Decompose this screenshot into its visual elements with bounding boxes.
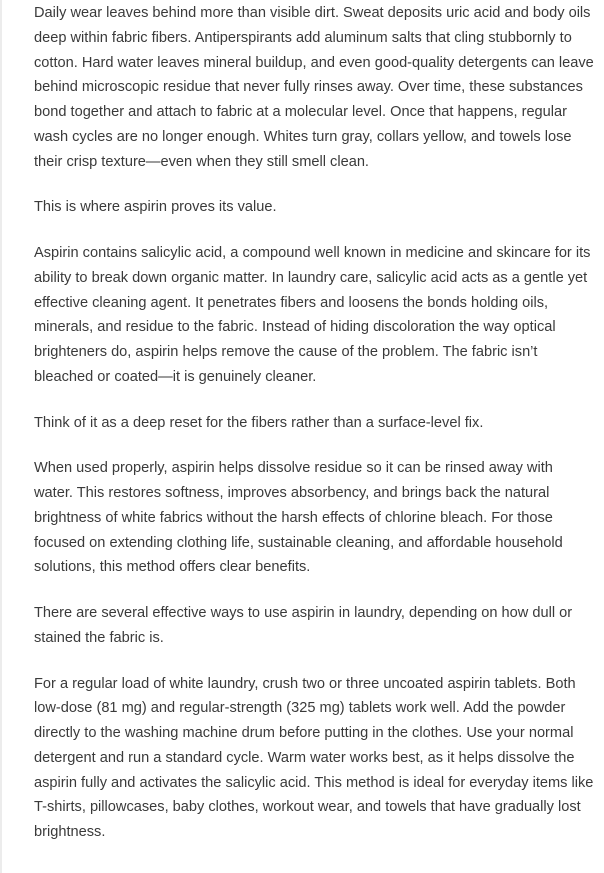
paragraph-deep-reset: Think of it as a deep reset for the fibers rather than a surface-level fix.: [34, 414, 484, 431]
paragraph-ways-to-use: There are several effective ways to use aspirin in laundry, depending on how dull or stained the fabric is.: [34, 605, 573, 646]
paragraph-benefits: When used properly, aspirin helps dissolve residue so it can be rinsed away with water. This restores softness, improves absorbency, and brings back the natural brightness of white fabrics without the harsh effects of chlorine bleach. For those focused on extending clothing life, sustainable cleaning, and affordable household solutions, this method offers clear benefits.: [34, 460, 563, 576]
paragraph-salicylic-acid: Aspirin contains salicylic acid, a compound well known in medicine and skincare for its ability to break down organic matter. In laundry care, salicylic acid acts as a gentle yet effective cleaning agent. It penetrates fibers and loosens the bonds holding oils, minerals, and residue to the fabric. Instead of hiding discoloration the way optical brighteners do, aspirin helps remove the cause of the problem. The fabric isn’t bleached or coated—it is genuinely cleaner.: [34, 245, 591, 385]
left-border: [0, 0, 2, 873]
paragraph-aspirin-value: This is where aspirin proves its value.: [34, 199, 277, 216]
paragraph-regular-load-method: For a regular load of white laundry, crush two or three uncoated aspirin tablets. Both low-dose (81 mg) and regular-strength (325 mg) tablets work well. Add the powder directly to the washing machine drum before putting in the clothes. Use your normal detergent and run a standard cycle. Warm water works best, as it helps dissolve the aspirin fully and activates the salicylic acid. This method is ideal for everyday items like T-shirts, pillowcases, baby clothes, workout wear, and towels that have gradually lost brightness.: [34, 675, 594, 840]
paragraph-residue-causes: Daily wear leaves behind more than visible dirt. Sweat deposits uric acid and body oils deep within fabric fibers. Antiperspirants add aluminum salts that cling stubbornly to cotton. Hard water leaves mineral buildup, and even good-quality detergents can leave behind microscopic residue that never fully rinses away. Over time, these substances bond together and attach to fabric at a molecular level. Once that happens, regular wash cycles are no longer enough. Whites turn gray, collars yellow, and towels lose their crisp texture—even when they still smell clean.: [34, 5, 594, 170]
article-body: [34, 1, 594, 866]
